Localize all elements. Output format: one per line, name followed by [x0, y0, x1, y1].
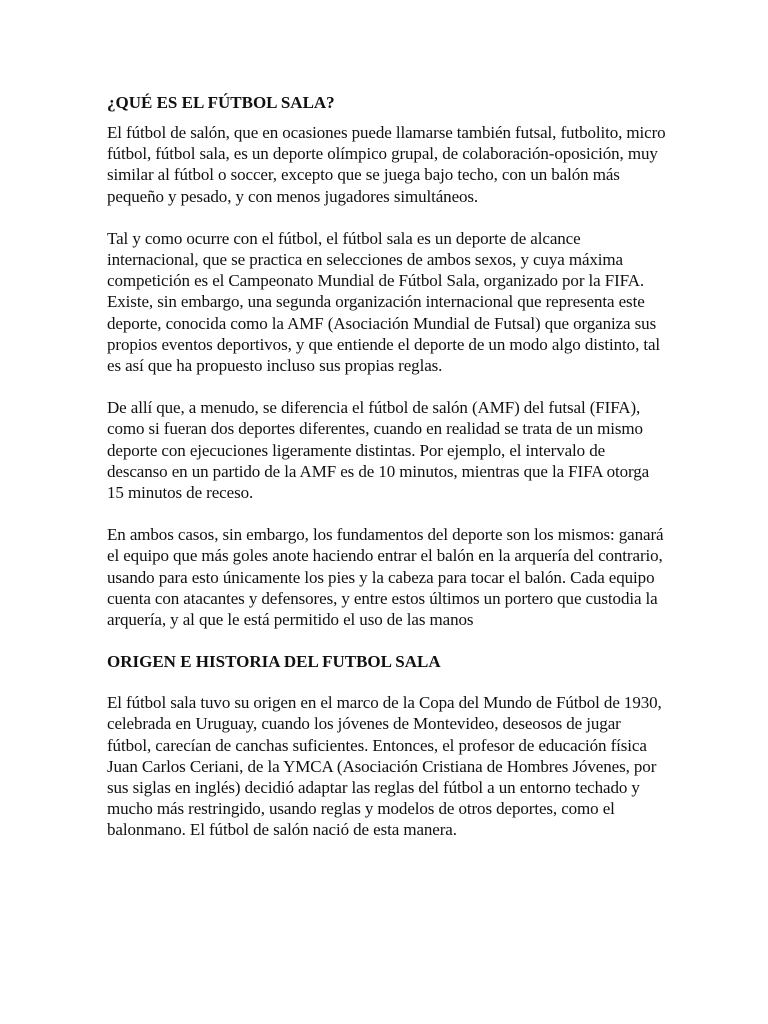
paragraph-differences: De allí que, a menudo, se diferencia el fútbol de salón (AMF) del futsal (FIFA), como si fueran dos deportes diferentes, cuando en realidad se trata de un mismo deporte con ejecuciones ligeramente distintas. Por ejemplo, el intervalo de descanso en un partido de la AMF es de 10 minutos, mientras que la FIFA otorga 15 minutos de receso. [107, 398, 650, 503]
section-heading-que-es: ¿QUÉ ES EL FÚTBOL SALA? [107, 93, 335, 112]
paragraph-definition: El fútbol de salón, que en ocasiones puede llamarse también futsal, futbolito, micro fútbol, fútbol sala, es un deporte olímpico grupal, de colaboración-oposición, muy similar al fútbol o soccer, excepto que se juega bajo techo, con un balón más pequeño y pesado, y con menos jugadores simultáneos. [107, 123, 666, 206]
paragraph-origin: El fútbol sala tuvo su origen en el marco de la Copa del Mundo de Fútbol de 1930, celebrada en Uruguay, cuando los jóvenes de Montevideo, deseosos de jugar fútbol, carecían de canchas suficientes. Entonces, el profesor de educación física Juan Carlos Ceriani, de la YMCA (Asociación Cristiana de Hombres Jóvenes, por sus siglas en inglés) decidió adaptar las reglas del fútbol a un entorno techado y mucho más restringido, usando reglas y modelos de otros deportes, como el balonmano. El fútbol de salón nació de esta manera. [107, 693, 662, 840]
paragraph-international: Tal y como ocurre con el fútbol, el fútbol sala es un deporte de alcance internacional, que se practica en selecciones de ambos sexos, y cuya máxima competición es el Campeonato Mundial de Fútbol Sala, organizado por la FIFA. Existe, sin embargo, una segunda organización internacional que representa este deporte, conocida como la AMF (Asociación Mundial de Futsal) que organiza sus propios eventos deportivos, y que entiende el deporte de un modo algo distinto, tal es así que ha propuesto incluso sus propias reglas. [107, 228, 661, 376]
section-heading-origen: ORIGEN E HISTORIA DEL FUTBOL SALA [107, 652, 441, 672]
document-page [107, 92, 667, 841]
paragraph-fundamentals: En ambos casos, sin embargo, los fundamentos del deporte son los mismos: ganará el equipo que más goles anote haciendo entrar el balón en la arquería del contrario, usando para esto únicamente los pies y la cabeza para tocar el balón. Cada equipo cuenta con atacantes y defensores, y entre estos últimos un portero que custodia la arquería, y al que le está permitido el uso de las manos [107, 525, 664, 630]
